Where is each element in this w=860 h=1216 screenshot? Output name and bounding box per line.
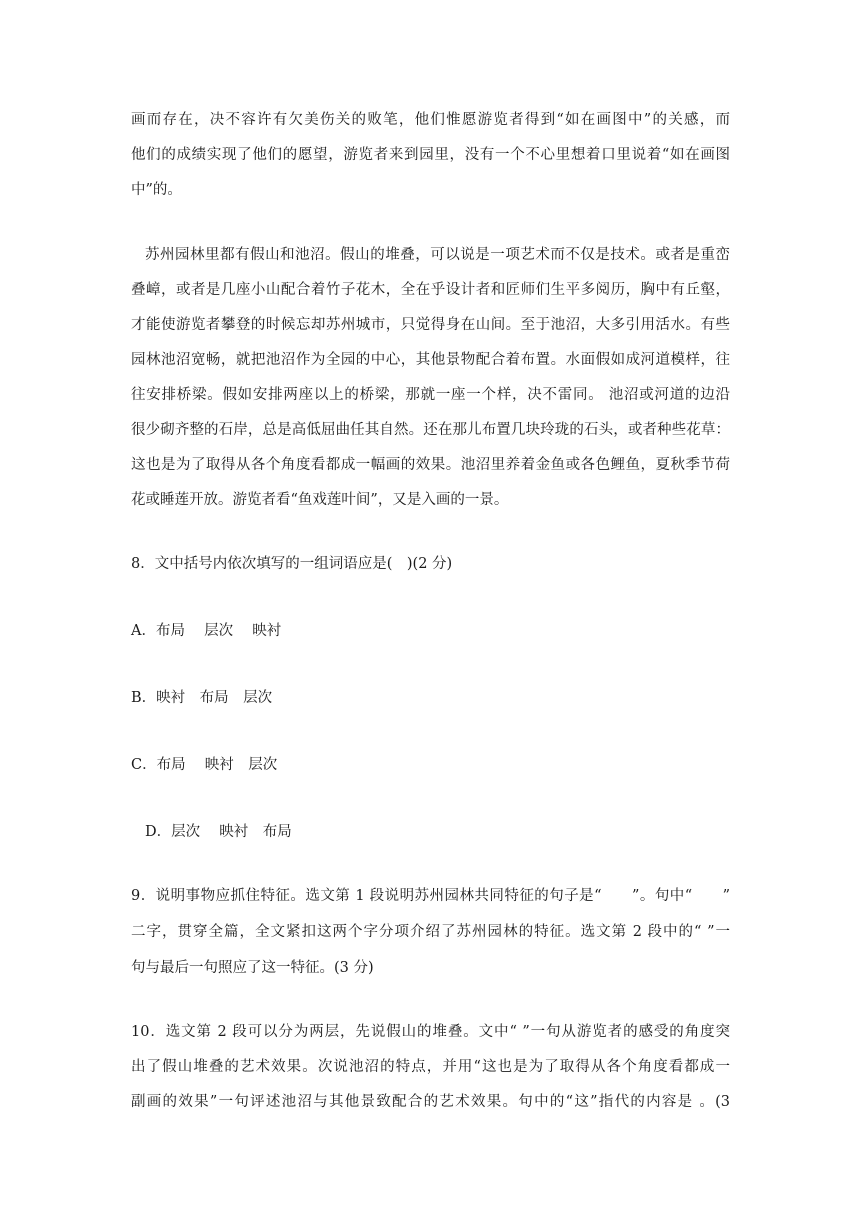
paragraph2-line: 园林池沼宽畅，就把池沼作为全园的中心，其他景物配合着布置。水面假如成河道模样，往 — [131, 352, 730, 368]
paragraph2-line: 苏州园林里都有假山和池沼。假山的堆叠，可以说是一项艺术而不仅是技术。或者是重峦 — [145, 247, 730, 263]
question-8-option-c: C．布局 映衬 层次 — [131, 757, 278, 773]
paragraph2-line: 很少砌齐整的石岸，总是高低屈曲任其自然。还在那儿布置几块玲珑的石头，或者种些花草： — [131, 422, 730, 438]
question-9-line: 9．说明事物应抓住特征。选文第 1 段说明苏州园林共同特征的句子是“ ”。句中“ ” — [131, 888, 730, 904]
question-8-stem: 8．文中括号内依次填写的一组词语应是( )(2 分) — [131, 556, 453, 572]
paragraph2-line: 这也是为了取得从各个角度看都成一幅画的效果。池沼里养着金鱼或各色鲤鱼，夏秋季节荷 — [131, 457, 730, 473]
paragraph1-line: 中”的。 — [131, 182, 182, 198]
question-8-option-d: D．层次 映衬 布局 — [145, 824, 292, 840]
question-10-line: 副画的效果”一句评述池沼与其他景致配合的艺术效果。句中的“这”指代的内容是 。(3 — [131, 1094, 730, 1110]
question-8-option-b: B．映衬 布局 层次 — [131, 690, 273, 706]
question-9-line: 二字，贯穿全篇，全文紧扣这两个字分项介绍了苏州园林的特征。选文第 2 段中的“ ”一 — [131, 924, 730, 940]
paragraph2-line: 才能使游览者攀登的时候忘却苏州城市，只觉得身在山间。至于池沼，大多引用活水。有些 — [131, 317, 730, 333]
paragraph2-line: 叠嶂，或者是几座小山配合着竹子花木，全在乎设计者和匠师们生平多阅历，胸中有丘壑， — [131, 282, 730, 298]
question-8-option-a: A．布局 层次 映衬 — [131, 623, 282, 639]
paragraph1-line: 画而存在，决不容许有欠美伤关的败笔，他们惟愿游览者得到“如在画图中”的关感，而 — [131, 112, 730, 128]
question-9-line: 句与最后一句照应了这一特征。(3 分) — [131, 960, 374, 976]
paragraph2-line: 往安排桥梁。假如安排两座以上的桥梁，那就一座一个样，决不雷同。 池沼或河道的边沿 — [131, 387, 730, 403]
question-10-line: 10．选文第 2 段可以分为两层，先说假山的堆叠。文中“ ”一句从游览者的感受的角度突 — [131, 1024, 730, 1040]
paragraph1-line: 他们的成绩实现了他们的愿望，游览者来到园里，没有一个不心里想着口里说着“如在画图 — [131, 147, 730, 163]
question-10-line: 出了假山堆叠的艺术效果。次说池沼的特点，并用“这也是为了取得从各个角度看都成一 — [131, 1059, 730, 1075]
paragraph2-line: 花或睡莲开放。游览者看“鱼戏莲叶间”，又是入画的一景。 — [131, 492, 509, 508]
